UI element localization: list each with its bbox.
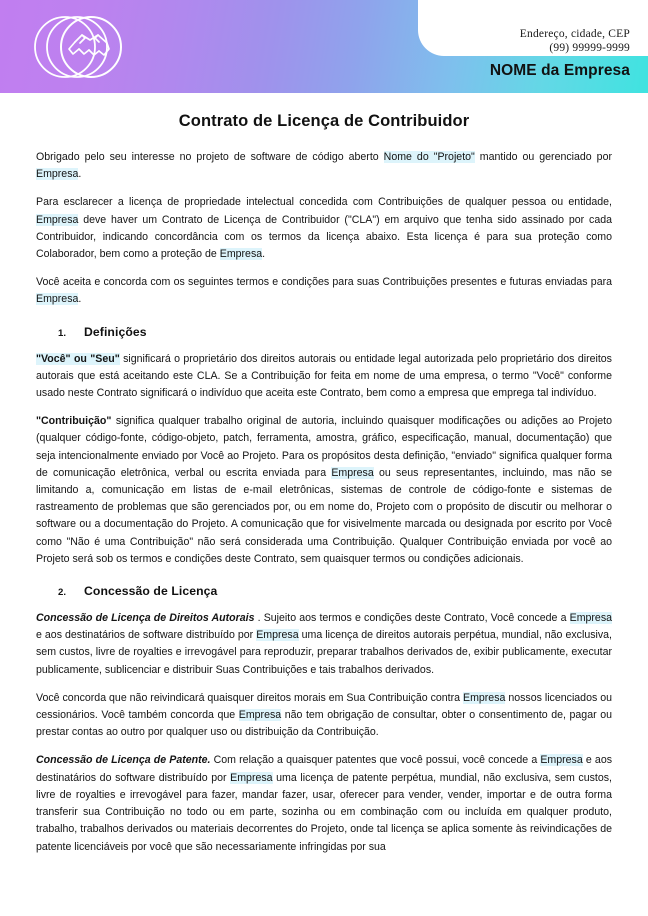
placeholder-company-10: Empresa xyxy=(540,754,583,767)
patent-license-text-a: Com relação a quaisquer patentes que você possui, você concede a xyxy=(210,754,541,767)
intro-p3-text-a: Você aceita e concorda com os seguintes termos e condições para suas Contribuições presentes e futuras enviadas para xyxy=(36,276,612,289)
term-contribuicao: "Contribuição" xyxy=(36,415,112,428)
placeholder-company-4: Empresa xyxy=(36,293,79,306)
copyright-license-text-b: e aos destinatários de software distribuído por xyxy=(36,629,257,642)
placeholder-company-3: Empresa xyxy=(219,248,263,261)
intro-p2-text-b: deve haver um Contrato de Licença de Contribuidor ("CLA") em arquivo que tenha sido assinado por cada Contribuidor, indicando concordância com os termos da licença abaixo. Esta licença é para sua proteção como Colaborador, bem como a proteção de xyxy=(36,213,612,261)
definition-paragraph-contribuicao xyxy=(36,413,612,568)
placeholder-company-7: Empresa xyxy=(256,629,299,642)
header-phone: (99) 99999-9999 xyxy=(549,42,630,54)
definition-contribuicao-text-b: ou seus representantes, incluindo, mas não se limitando a, comunicação em listas de e-mail eletrônicas, sistemas de controle de código-fonte e sistemas de rastreamento de problemas que são gerenciados por, ou em nome do, Projeto com o propósito de discutir ou melhorar o software ou a documentação do Projeto. A comunicação que for visivelmente marcada ou designada por escrito por Você como "Não é uma Contribuição" não será considerada uma Contribuição. Qualquer Contribuição enviada por você ao Projeto será sob os termos e condições deste Contrato, sem quaisquer termos ou condições adicionais. xyxy=(36,466,613,565)
copyright-license-text-a: . Sujeito aos termos e condições deste Contrato, Você concede a xyxy=(254,612,570,625)
moral-rights-paragraph xyxy=(36,690,612,742)
placeholder-project-name: Nome do "Projeto" xyxy=(383,151,475,163)
section-heading-concessao xyxy=(36,584,612,598)
term-licenca-direitos-autorais: Concessão de Licença de Direitos Autorais xyxy=(36,612,255,625)
placeholder-company-11: Empresa xyxy=(230,771,273,784)
section-2-label: Concessão de Licença xyxy=(84,584,218,599)
copyright-license-text-c: uma licença de direitos autorais perpétua, mundial, não exclusiva, sem custos, livre de royalties e irrevogável para reproduzir, preparar trabalhos derivados de, exibir publicamente, executar publicamente, sublicenciar e distribuir Suas Contribuições e tais trabalhos derivados. xyxy=(36,629,612,676)
definition-contribuicao-text-a: significa qualquer trabalho original de autoria, incluindo quaisquer modificações ou adições ao Projeto (qualquer código-fonte, código-objeto, patch, ferramenta, amostra, gráfico, especificação, manual, documentação) que seja intencionalmente enviado por Você ao Projeto. Para os propósitos desta definição, "enviado" significa qualquer forma de comunicação eletrônica, verbal ou escrita enviada para xyxy=(36,415,612,479)
copyright-license-paragraph xyxy=(36,610,612,679)
intro-p3-text-b: . xyxy=(78,293,82,306)
moral-rights-text-b: nossos licenciados ou cessionários. Você também concorda que xyxy=(36,691,612,722)
moral-rights-text-a: Você concorda que não reivindicará quaisquer direitos morais em Sua Contribuição contra xyxy=(36,691,463,704)
placeholder-company-1: Empresa xyxy=(36,168,79,181)
section-heading-definicoes xyxy=(36,325,612,339)
placeholder-company-6: Empresa xyxy=(569,612,613,625)
header-address: Endereço, cidade, CEP xyxy=(519,28,630,40)
intro-paragraph-2 xyxy=(36,194,612,263)
intro-p1-text-b: mantido ou gerenciado por xyxy=(474,151,612,163)
term-licenca-patente: Concessão de Licença de Patente. xyxy=(36,754,211,767)
intro-p2-text-c: . xyxy=(262,248,266,261)
document-content xyxy=(0,93,648,867)
section-2-number: 2. xyxy=(58,587,67,599)
header-company-name: NOME da Empresa xyxy=(489,62,630,79)
patent-license-text-c: uma licença de patente perpétua, mundial, não exclusiva, sem custos, livre de royalties e irrevogável para fazer, mandar fazer, usar, oferecer para vender, vender, importar e de outra forma transferir sua Contribuição no todo ou em parte, sozinha ou em combinação com ou incluída em qualquer produto, trabalho, trabalhos derivados ou materiais decorrentes do Projeto, onde tal licença se aplica somente às reivindicações de patente licenciáveis por você que são necessariamente infringidas por sua xyxy=(36,771,612,853)
document-header xyxy=(0,0,648,93)
section-1-number: 1. xyxy=(58,327,67,339)
placeholder-company-5: Empresa xyxy=(331,466,374,479)
header-contact-block xyxy=(400,27,630,55)
section-1-label: Definições xyxy=(84,324,147,339)
patent-license-paragraph xyxy=(36,752,612,855)
handshake-circles-logo-icon xyxy=(25,7,145,87)
document-body xyxy=(36,149,612,856)
patent-license-text-b: e aos destinatários do software distribuído por xyxy=(36,754,613,784)
intro-p2-text-a: Para esclarecer a licença de propriedade intelectual concedida com Contribuições de qualquer pessoa ou entidade, xyxy=(36,196,612,209)
placeholder-company-8: Empresa xyxy=(463,691,506,704)
document-title: Contrato de Licença de Contribuidor xyxy=(178,112,470,130)
placeholder-company-2: Empresa xyxy=(36,213,79,226)
definition-voce-text: significará o proprietário dos direitos autorais ou entidade legal autorizada pelo proprietário dos direitos autorais que está aceitando este CLA. Se a Contribuição for feita em nome de uma empresa, o termo "Você" conforme usado neste Contrato significará o indivíduo que aceita este Contrato, bem como a empresa que emprega tal indivíduo. xyxy=(36,352,612,400)
definition-paragraph-voce xyxy=(36,351,612,403)
term-voce-seu: "Você" ou "Seu" xyxy=(36,352,120,365)
moral-rights-text-c: não tem obrigação de consultar, obter o consentimento de, pagar ou prestar contas ao outro por qualquer uso ou distribuição da Contribuição. xyxy=(36,709,612,739)
intro-paragraph-1 xyxy=(36,149,612,183)
intro-p1-text-a: Obrigado pelo seu interesse no projeto de software de código aberto xyxy=(36,151,384,163)
placeholder-company-9: Empresa xyxy=(238,709,282,722)
intro-p1-text-c: . xyxy=(78,168,82,181)
intro-paragraph-3 xyxy=(36,274,612,308)
